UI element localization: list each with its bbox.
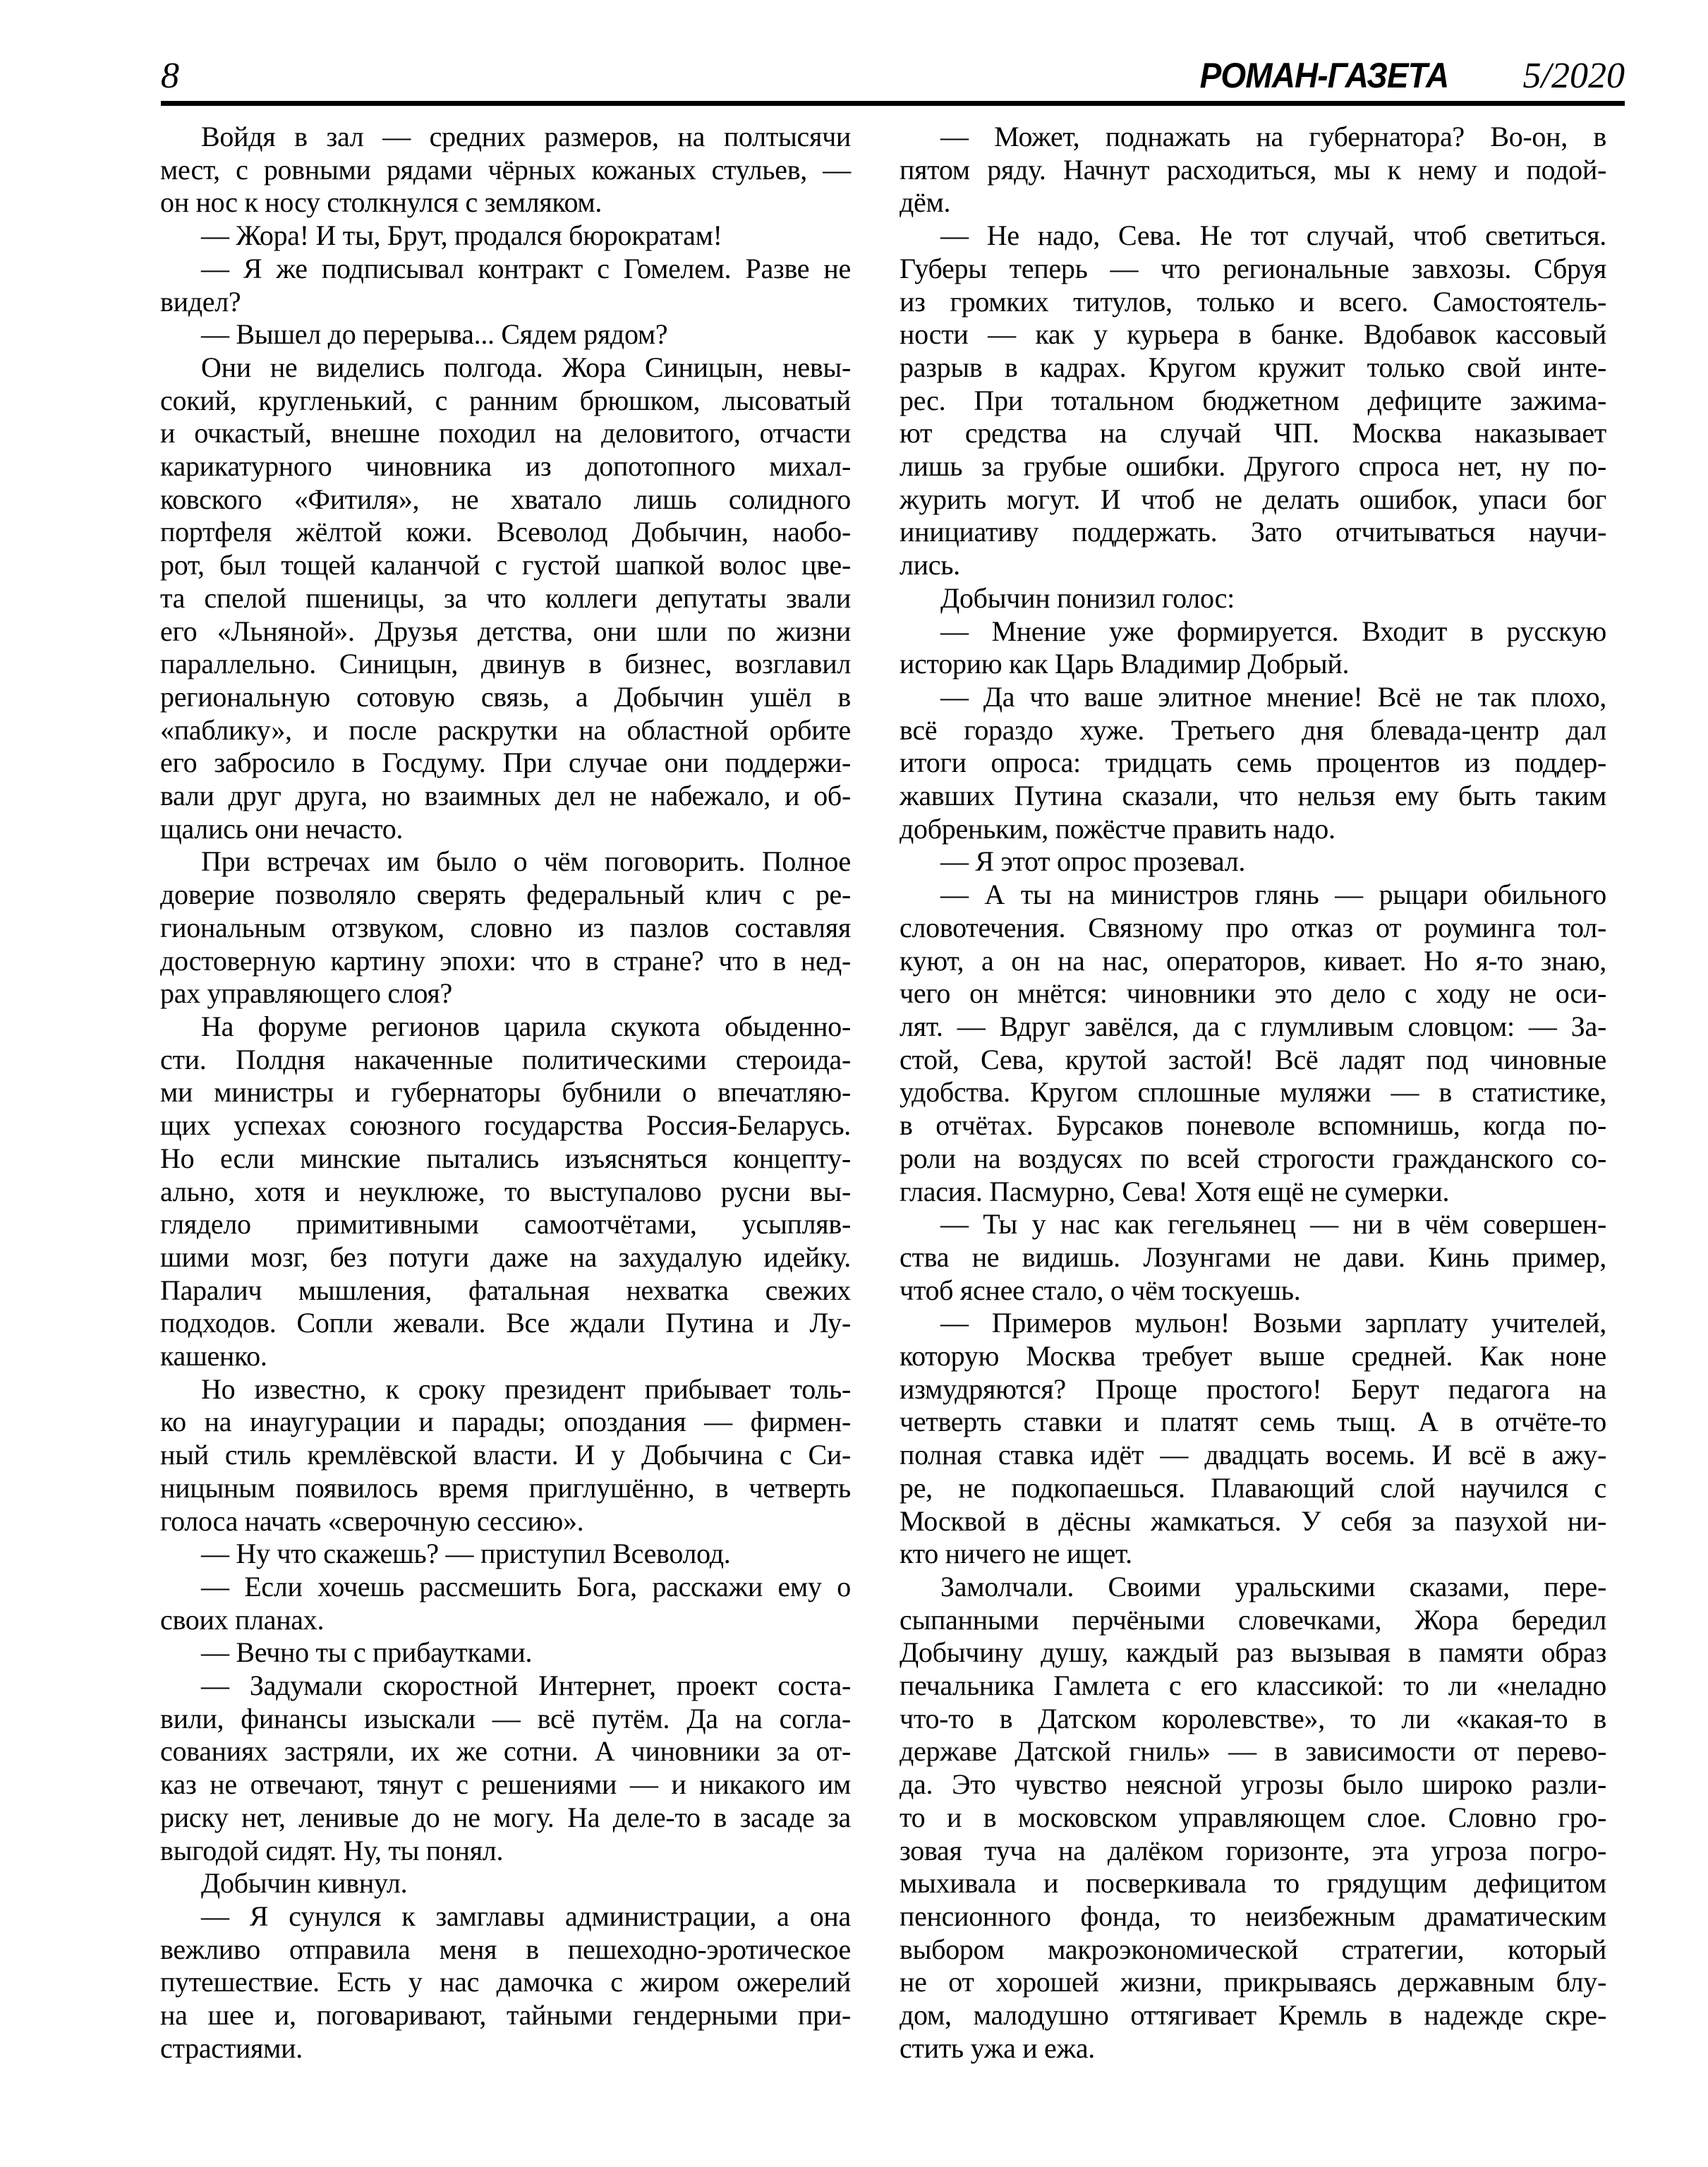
text-line: Добычину душу, каждый раз вызывая в памяти образ	[900, 1636, 1606, 1669]
text-line: — Задумали скоростной Интернет, проект соста-	[201, 1670, 851, 1702]
paragraph	[160, 845, 851, 1010]
text-line: пятом ряду. Начнут расходиться, мы к нему и подой-	[900, 153, 1606, 186]
text-line: Замолчали. Своими уральскими сказами, пере-	[940, 1570, 1606, 1602]
text-line: гиональным отзвуком, словно из пазлов составляя	[160, 911, 851, 943]
text-line: жавших Путина сказали, что нельзя ему быть таким	[900, 780, 1606, 812]
text-line: карикатурного чиновника из допотопного михал-	[160, 450, 851, 483]
paragraph	[900, 681, 1606, 846]
text-line: риску нет, ленивые до не могу. На деле-то в засаде за	[160, 1801, 851, 1833]
paragraph	[900, 219, 1606, 582]
text-line: лишь за грубые ошибки. Другого спроса нет, ну по-	[900, 450, 1606, 483]
text-line: ства не видишь. Лозунгами не дави. Кинь пример,	[900, 1241, 1606, 1273]
text-line: ют средства на случай ЧП. Москва наказывает	[900, 417, 1606, 449]
text-line: голоса начать «сверочную сессию».	[160, 1504, 584, 1537]
text-line: щих успехах союзного государства Россия-Беларусь.	[160, 1109, 851, 1142]
text-line: — Я этот опрос прозевал.	[940, 845, 1246, 878]
text-line: полная ставка идёт — двадцать восемь. И всё в ажу-	[900, 1439, 1606, 1471]
text-line: — Если хочешь рассмешить Бога, расскажи ему о	[201, 1570, 851, 1602]
paragraph	[900, 615, 1606, 681]
text-line: журить могут. И чтоб не делать ошибок, упаси бог	[900, 483, 1606, 515]
text-line: рах управляющего слоя?	[160, 977, 452, 1010]
text-line: Губеры теперь — что региональные завхозы. Сбруя	[900, 252, 1606, 284]
text-line: Войдя в зал — средних размеров, на полтысячи	[201, 121, 851, 152]
text-line: сованиях застряли, их же сотни. А чиновники за от-	[160, 1735, 851, 1768]
text-line: на шее и, поговаривают, тайными гендерными при-	[160, 1999, 851, 2032]
text-line: куют, а он на нас, операторов, кивает. Но я-то знаю,	[900, 944, 1606, 977]
text-line: роли на воздусях по всей строгости гражданского со-	[900, 1142, 1606, 1174]
text-line: ный стиль кремлёвской власти. И у Добычина с Си-	[160, 1439, 851, 1471]
text-line: разрыв в кадрах. Кругом кружит только свой инте-	[900, 351, 1606, 383]
text-line: лись.	[900, 549, 960, 581]
text-line: четверть ставки и платят семь тыщ. А в отчёте-то	[900, 1406, 1606, 1438]
text-line: вежливо отправила меня в пешеходно-эротическое	[160, 1933, 851, 1965]
text-line: мест, с ровными рядами чёрных кожаных стульев, —	[160, 153, 851, 186]
paragraph	[160, 1010, 851, 1373]
text-line: то и в московском управляющем слое. Словно гро-	[900, 1801, 1606, 1833]
text-line: — Я сунулся к замглавы администрации, а она	[201, 1900, 851, 1932]
text-line: которую Москва требует выше средней. Как ноне	[900, 1340, 1606, 1372]
text-line: дём.	[900, 186, 951, 219]
text-line: пенсионного фонда, то неизбежным драматическим	[900, 1900, 1606, 1932]
paragraph	[160, 1867, 851, 1900]
text-line: сыпанными перчёными словечками, Жора бередил	[900, 1603, 1606, 1636]
text-line: измудряются? Проще простого! Берут педагога на	[900, 1372, 1606, 1405]
text-line: страстиями.	[160, 2032, 303, 2064]
page-number: 8	[161, 56, 179, 96]
text-line: стить ужа и ежа.	[900, 2032, 1095, 2064]
text-line: Добычин кивнул.	[201, 1867, 408, 1900]
text-line: — А ты на министров глянь — рыцари обильного	[940, 879, 1606, 911]
issue-number: 5/2020	[1522, 56, 1625, 96]
text-line: лят. — Вдруг завёлся, да с глумливым словцом: — За-	[900, 1010, 1606, 1042]
text-line: видел?	[160, 285, 241, 318]
text-line: ницыным появилось время приглушённо, в четверть	[160, 1471, 851, 1504]
paragraph	[160, 1571, 851, 1636]
text-line: — Вышел до перерыва... Сядем рядом?	[201, 318, 668, 351]
text-line: словотечения. Связному про отказ от роуминга тол-	[900, 911, 1606, 943]
text-line: ально, хотя и неуклюже, то выступалово русни вы-	[160, 1175, 851, 1207]
text-line: его забросило в Госдуму. При случае они поддержи-	[160, 747, 851, 779]
paragraph	[900, 845, 1606, 879]
text-line: сти. Полдня накаченные политическими стероида-	[160, 1043, 851, 1075]
text-line: Но известно, к сроку президент прибывает толь-	[201, 1372, 851, 1405]
text-line: — Ну что скажешь? — приступил Всеволод.	[201, 1538, 731, 1570]
running-head-right	[1178, 58, 1625, 95]
paragraph	[900, 1208, 1606, 1307]
text-line: — Примеров мульон! Возьми зарплату учителей,	[940, 1307, 1606, 1339]
text-line: — Вечно ты с прибаутками.	[201, 1636, 533, 1669]
text-line: выбором макроэкономической стратегии, который	[900, 1933, 1606, 1965]
text-line: из громких титулов, только и всего. Самостоятель-	[900, 285, 1606, 318]
text-line: сокий, кругленький, с ранним брюшком, лысоватый	[160, 384, 851, 416]
text-line: ко на инаугурации и парады; опоздания — фирмен-	[160, 1406, 851, 1438]
text-line: его «Льняной». Друзья детства, они шли по жизни	[160, 615, 851, 647]
text-line: — Да что ваше элитное мнение! Всё не так плохо,	[940, 680, 1606, 713]
text-line: ре, не подкопаешься. Плавающий слой научился с	[900, 1471, 1606, 1504]
text-line: кто ничего не ищет.	[900, 1538, 1132, 1570]
paragraph	[900, 121, 1606, 219]
text-line: удобства. Кругом сплошные муляжи — в статистике,	[900, 1076, 1606, 1109]
text-line: инициативу поддержать. Зато отчитываться научи-	[900, 516, 1606, 548]
text-line: стой, Сева, крутой застой! Всё ладят под чиновные	[900, 1043, 1606, 1075]
text-line: ми министры и губернаторы бубнили о впечатляю-	[160, 1076, 851, 1109]
text-line: мыхивала и посверкивала то грядущим дефицитом	[900, 1867, 1606, 1900]
text-line: параллельно. Синицын, двинув в бизнес, возглавил	[160, 648, 851, 680]
paragraph	[160, 219, 851, 253]
text-line: глядело примитивными самоотчётами, усыпляв-	[160, 1208, 851, 1241]
text-line: добреньким, пожёстче править надо.	[900, 812, 1335, 845]
text-line: всё гораздо хуже. Третьего дня блевада-центр дал	[900, 713, 1606, 746]
paragraph	[160, 351, 851, 846]
text-line: При встречах им было о чём поговорить. Полное	[201, 845, 851, 878]
text-line: На форуме регионов царила скукота обыденно-	[201, 1010, 851, 1042]
paragraph	[160, 1636, 851, 1670]
text-line: — Жора! И ты, Брут, продался бюрократам!	[201, 219, 722, 252]
paragraph	[160, 1670, 851, 1867]
text-line: портфеля жёлтой кожи. Всеволод Добычин, наобо-	[160, 516, 851, 548]
text-line: путешествие. Есть у нас дамочка с жиром ожерелий	[160, 1966, 851, 1998]
text-line: — Ты у нас как гегельянец — ни в чём совершен-	[940, 1208, 1606, 1241]
text-line: Но если минские пытались изъясняться концепту-	[160, 1142, 851, 1174]
text-line: чего он мнётся: чиновники это дело с ходу не оси-	[900, 977, 1606, 1010]
text-line: ности — как у курьера в банке. Вдобавок кассовый	[900, 318, 1606, 351]
text-line: региональную сотовую связь, а Добычин ушёл в	[160, 680, 851, 713]
text-line: да. Это чувство неясной угрозы было широко разли-	[900, 1768, 1606, 1801]
text-line: итоги опроса: тридцать семь процентов из поддер-	[900, 747, 1606, 779]
text-line: ковского «Фитиля», не хватало лишь солидного	[160, 483, 851, 515]
text-line: — Я же подписывал контракт с Гомелем. Разве не	[201, 252, 851, 284]
text-line: историю как Царь Владимир Добрый.	[900, 648, 1350, 680]
paragraph	[900, 879, 1606, 1208]
paragraph	[160, 1900, 851, 2065]
text-line: Добычин понизил голос:	[940, 581, 1235, 614]
paragraph	[160, 253, 851, 318]
text-columns	[160, 121, 1606, 2065]
text-line: достоверную картину эпохи: что в стране? что в нед-	[160, 944, 851, 977]
text-line: вили, финансы изыскали — всё путём. Да на согла-	[160, 1702, 851, 1734]
right-column	[900, 121, 1606, 2065]
text-line: и очкастый, внешне походил на деловитого, отчасти	[160, 417, 851, 449]
paragraph	[900, 1571, 1606, 2065]
paragraph	[160, 1538, 851, 1571]
text-line: зовая туча на далёком горизонте, эта угроза погро-	[900, 1834, 1606, 1866]
paragraph	[160, 121, 851, 219]
paragraph	[900, 1307, 1606, 1571]
text-line: — Мнение уже формируется. Входит в русскую	[940, 615, 1606, 647]
paragraph	[900, 582, 1606, 615]
paragraph	[160, 318, 851, 351]
header-rule	[161, 101, 1625, 106]
text-line: державе Датской гниль» — в зависимости от перево-	[900, 1735, 1606, 1768]
text-line: рот, был тощей каланчой с густой шапкой волос цве-	[160, 549, 851, 581]
text-line: гласия. Пасмурно, Сева! Хотя ещё не сумерки.	[900, 1175, 1450, 1207]
text-line: печальника Гамлета с его классикой: то ли «неладно	[900, 1670, 1606, 1702]
text-line: вали друг друга, но взаимных дел не набежало, и об-	[160, 780, 851, 812]
text-line: — Не надо, Сева. Не тот случай, чтоб светиться.	[940, 219, 1606, 252]
text-line: доверие позволяло сверять федеральный клич с ре-	[160, 879, 851, 911]
text-line: — Может, поднажать на губернатора? Во-он, в	[940, 121, 1606, 152]
left-column	[160, 121, 851, 2065]
text-line: в отчётах. Бурсаков поневоле вспомнишь, когда по-	[900, 1109, 1606, 1142]
text-line: Москвой в дёсны жамкаться. У себя за пазухой ни-	[900, 1504, 1606, 1537]
text-line: что-то в Датском королевстве», то ли «какая-то в	[900, 1702, 1606, 1734]
text-line: та спелой пшеницы, за что коллеги депутаты звали	[160, 581, 851, 614]
text-line: Они не виделись полгода. Жора Синицын, невы-	[201, 351, 851, 383]
text-line: каз не отвечают, тянут с решениями — и никакого им	[160, 1768, 851, 1801]
text-line: рес. При тотальном бюджетном дефиците зажима-	[900, 384, 1606, 416]
text-line: дом, малодушно оттягивает Кремль в надежде скре-	[900, 1999, 1606, 2032]
text-line: шими мозг, без потуги даже на захудалую идейку.	[160, 1241, 851, 1273]
magazine-title: РОМАН-ГАЗЕТА	[1199, 56, 1449, 95]
running-head	[161, 51, 1625, 95]
text-line: щались они нечасто.	[160, 812, 404, 845]
text-line: своих планах.	[160, 1603, 325, 1636]
paragraph	[160, 1373, 851, 1538]
text-line: подходов. Сопли жевали. Все ждали Путина и Лу-	[160, 1307, 851, 1339]
text-line: чтоб яснее стало, о чём тоскуешь.	[900, 1274, 1301, 1306]
text-line: он нос к носу столкнулся с земляком.	[160, 186, 602, 219]
text-line: «паблику», и после раскрутки на областной орбите	[160, 713, 851, 746]
text-line: выгодой сидят. Ну, ты понял.	[160, 1834, 504, 1866]
text-line: кашенко.	[160, 1340, 267, 1372]
text-line: Паралич мышления, фатальная нехватка свежих	[160, 1274, 851, 1306]
text-line: не от хорошей жизни, прикрываясь державным блу-	[900, 1966, 1606, 1998]
